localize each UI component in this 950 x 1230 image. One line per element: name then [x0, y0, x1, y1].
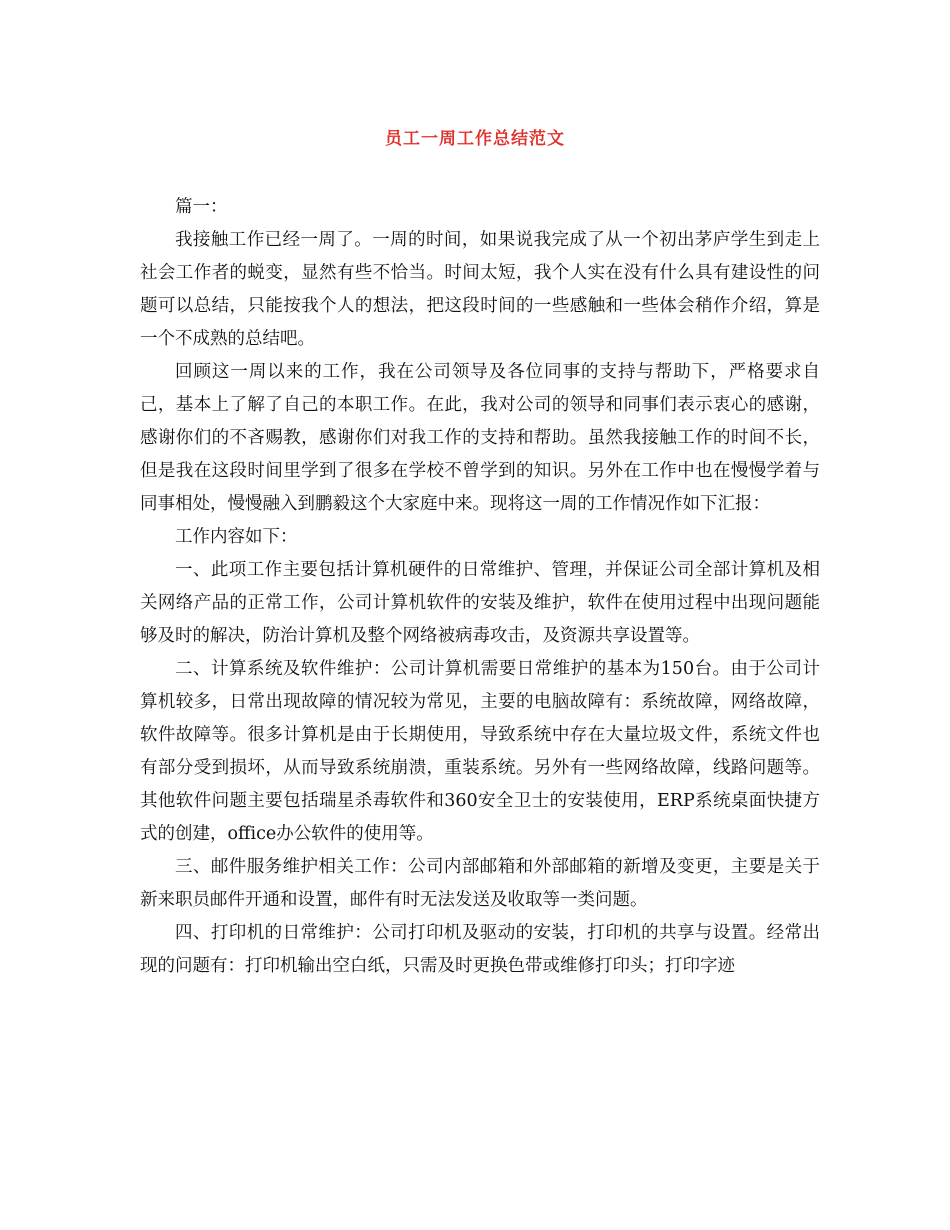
paragraph-item-3: 三、邮件服务维护相关工作：公司内部邮箱和外部邮箱的新增及变更，主要是关于新来职员邮件开通和设置，邮件有时无法发送及收取等一类问题。	[140, 857, 820, 910]
paragraph-item-4: 四、打印机的日常维护：公司打印机及驱动的安装，打印机的共享与设置。经常出现的问题有：打印机输出空白纸，只需及时更换色带或维修打印头；打印字迹	[140, 923, 820, 976]
document-body	[140, 191, 820, 983]
document-title: 员工一周工作总结范文	[385, 129, 565, 149]
paragraph-work-content-label: 工作内容如下：	[175, 527, 298, 547]
paragraph-item-1: 一、此项工作主要包括计算机硬件的日常维护、管理，并保证公司全部计算机及相关网络产品的正常工作，公司计算机软件的安装及维护，软件在使用过程中出现问题能够及时的解决，防治计算机及整个网络被病毒攻击，及资源共享设置等。	[140, 560, 820, 646]
paragraph-item-2: 二、计算系统及软件维护：公司计算机需要日常维护的基本为150台。由于公司计算机较多，日常出现故障的情况较为常见，主要的电脑故障有：系统故障，网络故障，软件故障等。很多计算机是由于长期使用，导致系统中存在大量垃圾文件，系统文件也有部分受到损坏，从而导致系统崩溃，重装系统。另外有一些网络故障，线路问题等。其他软件问题主要包括瑞星杀毒软件和360安全卫士的安装使用，ERP系统桌面快捷方式的创建，office办公软件的使用等。	[140, 659, 820, 844]
section-heading: 篇一：	[175, 197, 228, 217]
paragraph-review: 回顾这一周以来的工作，我在公司领导及各位同事的支持与帮助下，严格要求自己，基本上了解了自己的本职工作。在此，我对公司的领导和同事们表示衷心的感谢，感谢你们的不吝赐教，感谢你们对我工作的支持和帮助。虽然我接触工作的时间不长，但是我在这段时间里学到了很多在学校不曾学到的知识。另外在工作中也在慢慢学着与同事相处，慢慢融入到鹏毅这个大家庭中来。现将这一周的工作情况作如下汇报：	[140, 362, 820, 514]
paragraph-intro: 我接触工作已经一周了。一周的时间，如果说我完成了从一个初出茅庐学生到走上社会工作者的蜕变，显然有些不恰当。时间太短，我个人实在没有什么具有建设性的问题可以总结，只能按我个人的想法，把这段时间的一些感触和一些体会稍作介绍，算是一个不成熟的总结吧。	[140, 230, 820, 349]
